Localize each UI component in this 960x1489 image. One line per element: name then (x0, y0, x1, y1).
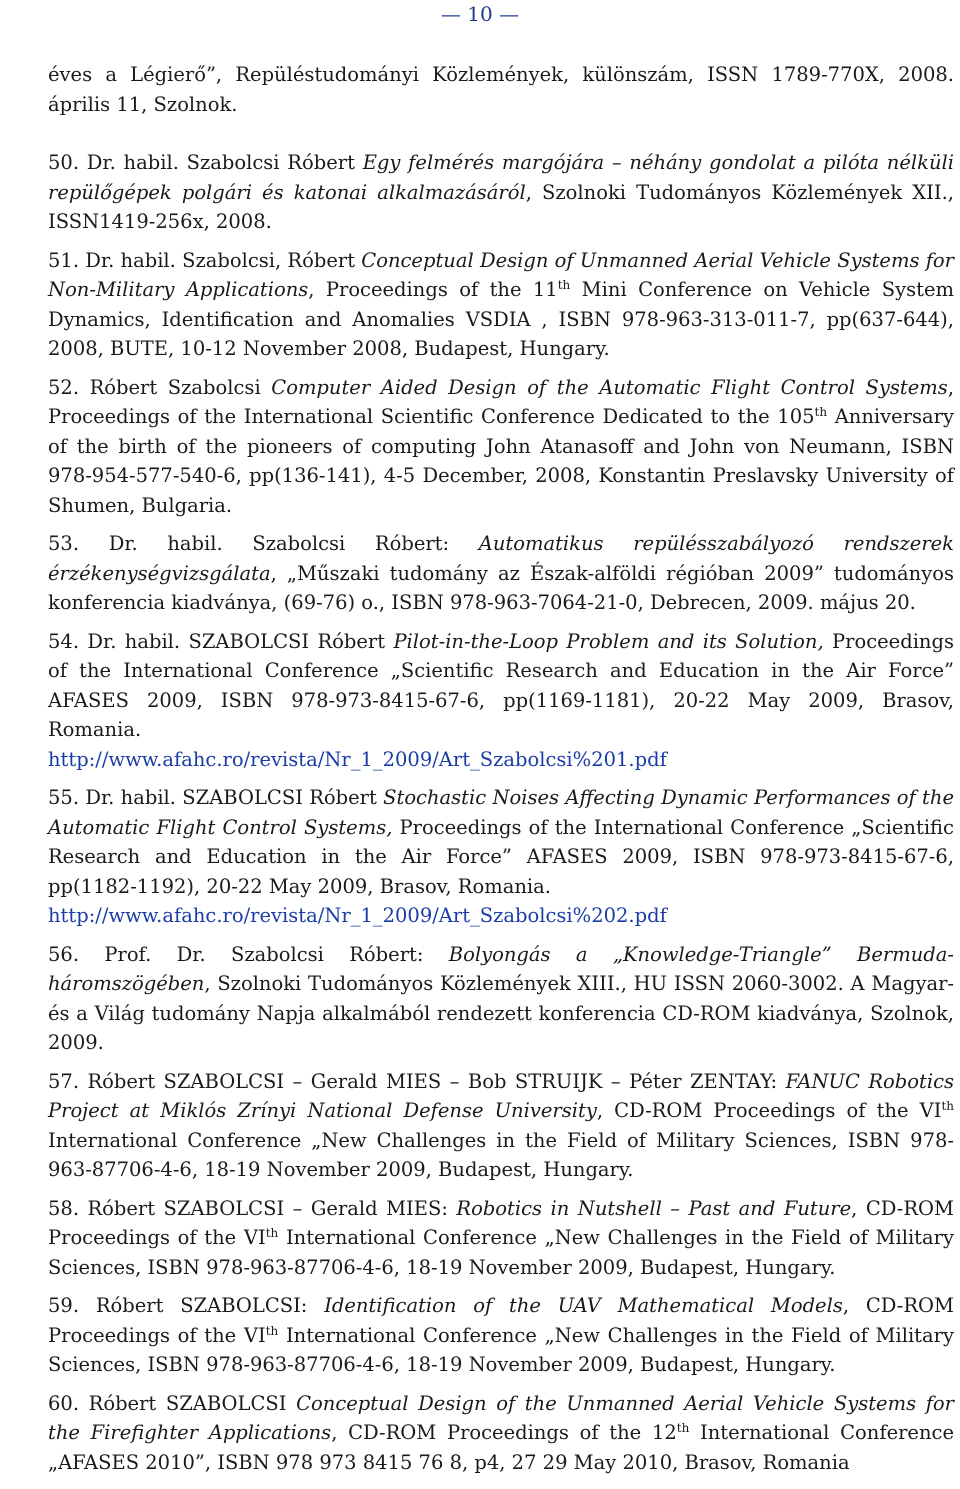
reference-60 (48, 1389, 954, 1478)
reference-52 (48, 373, 954, 521)
ref-title: Pilot-in-the-Loop Problem and its Solution, (393, 629, 824, 653)
ref-details-cont: International Conference „New Challenges in the Field of Military Sciences, ISBN 978-963-87706-4-6, 18-19 November 2009, Budapest, Hungary. (48, 1226, 954, 1279)
ref-author: Róbert SZABOLCSI – Gerald MIES – Bob STRUIJK – Péter ZENTAY: (87, 1069, 778, 1093)
reference-51 (48, 246, 954, 364)
ref-title: Computer Aided Design of the Automatic Flight Control Systems (271, 375, 948, 399)
ref-title: Conceptual Design of the Unmanned Aerial Vehicle Systems for the Firefighter Applications (48, 1391, 954, 1444)
ref-number: 55. (48, 786, 80, 809)
ref-details: , Szolnoki Tudományos Közlemények XII., ISSN1419-256x, 2008. (48, 180, 954, 233)
ref-details: , CD-ROM Proceedings of the 12 (331, 1421, 677, 1444)
page-number-dash-right: — (499, 2, 520, 26)
ref-title: Conceptual Design of Unmanned Aerial Vehicle Systems for Non-Military Applications (48, 248, 954, 301)
ref-number: 59. (48, 1294, 80, 1317)
ref-author: Róbert SZABOLCSI (88, 1391, 287, 1415)
ref-title: FANUC Robotics Project at Miklós Zrínyi National Defense University (48, 1069, 955, 1122)
ref-title: Stochastic Noises Affecting Dynamic Performances of the Automatic Flight Control Systems, (48, 786, 954, 839)
ref-superscript: th (557, 278, 571, 292)
ref-title: Bolyongás a „Knowledge-Triangle” Bermuda-háromszögében (48, 942, 954, 995)
ref-details: , CD-ROM Proceedings of the VI (596, 1099, 942, 1122)
ref-number: 50. (48, 151, 80, 174)
ref-details: , Proceedings of the 11 (308, 278, 558, 301)
ref-details-cont: International Conference „New Challenges in the Field of Military Sciences, ISBN 978-963-87706-4-6, 18-19 November 2009, Budapest, Hungary. (48, 1323, 954, 1376)
ref-author: Prof. Dr. Szabolcsi Róbert: (104, 942, 424, 966)
ref-details-cont: International Conference „AFASES 2010”, ISBN 978 973 8415 76 8, p4, 27 29 May 2010, Brasov, Romania (48, 1421, 954, 1474)
reference-54 (48, 627, 954, 775)
ref-superscript: th (941, 1099, 955, 1113)
reference-50 (48, 148, 954, 237)
ref-number: 58. (48, 1196, 80, 1220)
ref-number: 52. (48, 375, 80, 399)
ref-details-cont: Anniversary of the birth of the pioneers of computing John Atanasoff and John von Neumann, ISBN 978-954-577-540-6, pp(136-141), 4-5 December, 2008, Konstantin Preslavsky University of Shumen, Bulgaria. (48, 405, 955, 517)
ref-number: 51. (48, 248, 80, 272)
reference-53 (48, 529, 954, 618)
reference-list (48, 60, 954, 1477)
ref-details: , „Műszaki tudomány az Észak-alföldi régióban 2009” tudományos konferencia kiadványa, (69-76) o., ISBN 978-963-7064-21-0, Debrecen, 2009. május 20. (48, 561, 954, 614)
reference-55 (48, 783, 954, 931)
ref-number: 60. (48, 1391, 80, 1415)
ref-details: Proceedings of the International Conference „Scientific Research and Education in the Air Force” AFASES 2009, ISBN 978-973-8415-67-6, pp(1169-1181), 20-22 May 2009, Brasov, Romania. (48, 629, 954, 741)
ref-details: , Proceedings of the International Scientific Conference Dedicated to the 105 (48, 375, 955, 428)
ref-details: Proceedings of the International Conference „Scientific Research and Education in the Air Force” AFASES 2009, ISBN 978-973-8415-67-6, pp(1182-1192), 20-22 May 2009, Brasov, Romania. (48, 815, 954, 898)
ref-author: Róbert Szabolcsi (89, 375, 261, 399)
ref-details: , CD-ROM Proceedings of the VI (48, 1294, 954, 1347)
ref-title: Egy felmérés margójára – néhány gondolat a pilóta nélküli repülőgépek polgári és katonai alkalmazásáról (48, 151, 954, 204)
ref-superscript: th (265, 1323, 279, 1338)
ref-author: Dr. habil. SZABOLCSI Róbert (85, 786, 377, 809)
ref-author: Dr. habil. Szabolcsi Róbert (86, 151, 355, 174)
ref-author: Dr. habil. Szabolcsi, Róbert (85, 248, 356, 272)
page-number-dash-left: — (440, 2, 461, 26)
ref-url-link[interactable]: http://www.afahc.ro/revista/Nr_1_2009/Art_Szabolcsi%201.pdf (48, 747, 667, 771)
reference-56 (48, 940, 954, 1058)
ref-author: Róbert SZABOLCSI: (95, 1294, 308, 1317)
intro-continuation (48, 60, 954, 119)
ref-author: Dr. habil. SZABOLCSI Róbert (87, 629, 386, 653)
page-number (0, 0, 960, 28)
ref-title: Robotics in Nutshell – Past and Future (456, 1196, 852, 1220)
ref-details: , Szolnoki Tudományos Közlemények XIII., HU ISSN 2060-3002. A Magyar- és a Világ tudomány Napja alkalmából rendezett konferencia CD-ROM kiadványa, Szolnok, 2009. (48, 972, 954, 1054)
reference-59 (48, 1291, 954, 1380)
page-number-value: 10 (467, 2, 493, 26)
ref-number: 53. (48, 532, 80, 555)
ref-superscript: th (814, 405, 828, 419)
ref-superscript: th (265, 1226, 279, 1240)
reference-57 (48, 1067, 954, 1185)
ref-number: 54. (48, 629, 80, 653)
ref-details: , CD-ROM Proceedings of the VI (48, 1196, 954, 1249)
ref-superscript: th (676, 1421, 690, 1435)
ref-author: Dr. habil. Szabolcsi Róbert: (108, 532, 450, 555)
ref-title: Automatikus repülésszabályozó rendszerek érzékenységvizsgálata (48, 532, 954, 585)
reference-58 (48, 1194, 954, 1283)
ref-author: Róbert SZABOLCSI – Gerald MIES: (87, 1196, 448, 1220)
ref-title: Identification of the UAV Mathematical Models (324, 1294, 843, 1317)
intro-text: éves a Légierő”, Repüléstudományi Közlemények, különszám, ISSN 1789-770X, 2008. április 11, Szolnok. (48, 63, 954, 116)
ref-number: 56. (48, 942, 80, 966)
ref-url-link[interactable]: http://www.afahc.ro/revista/Nr_1_2009/Art_Szabolcsi%202.pdf (48, 904, 667, 927)
ref-details-cont: Mini Conference on Vehicle System Dynamics, Identification and Anomalies VSDIA , ISBN 978-963-313-011-7, pp(637-644), 2008, BUTE, 10-12 November 2008, Budapest, Hungary. (48, 278, 954, 360)
ref-number: 57. (48, 1069, 80, 1093)
ref-details-cont: International Conference „New Challenges in the Field of Military Sciences, ISBN 978-963-87706-4-6, 18-19 November 2009, Budapest, Hungary. (48, 1128, 954, 1181)
